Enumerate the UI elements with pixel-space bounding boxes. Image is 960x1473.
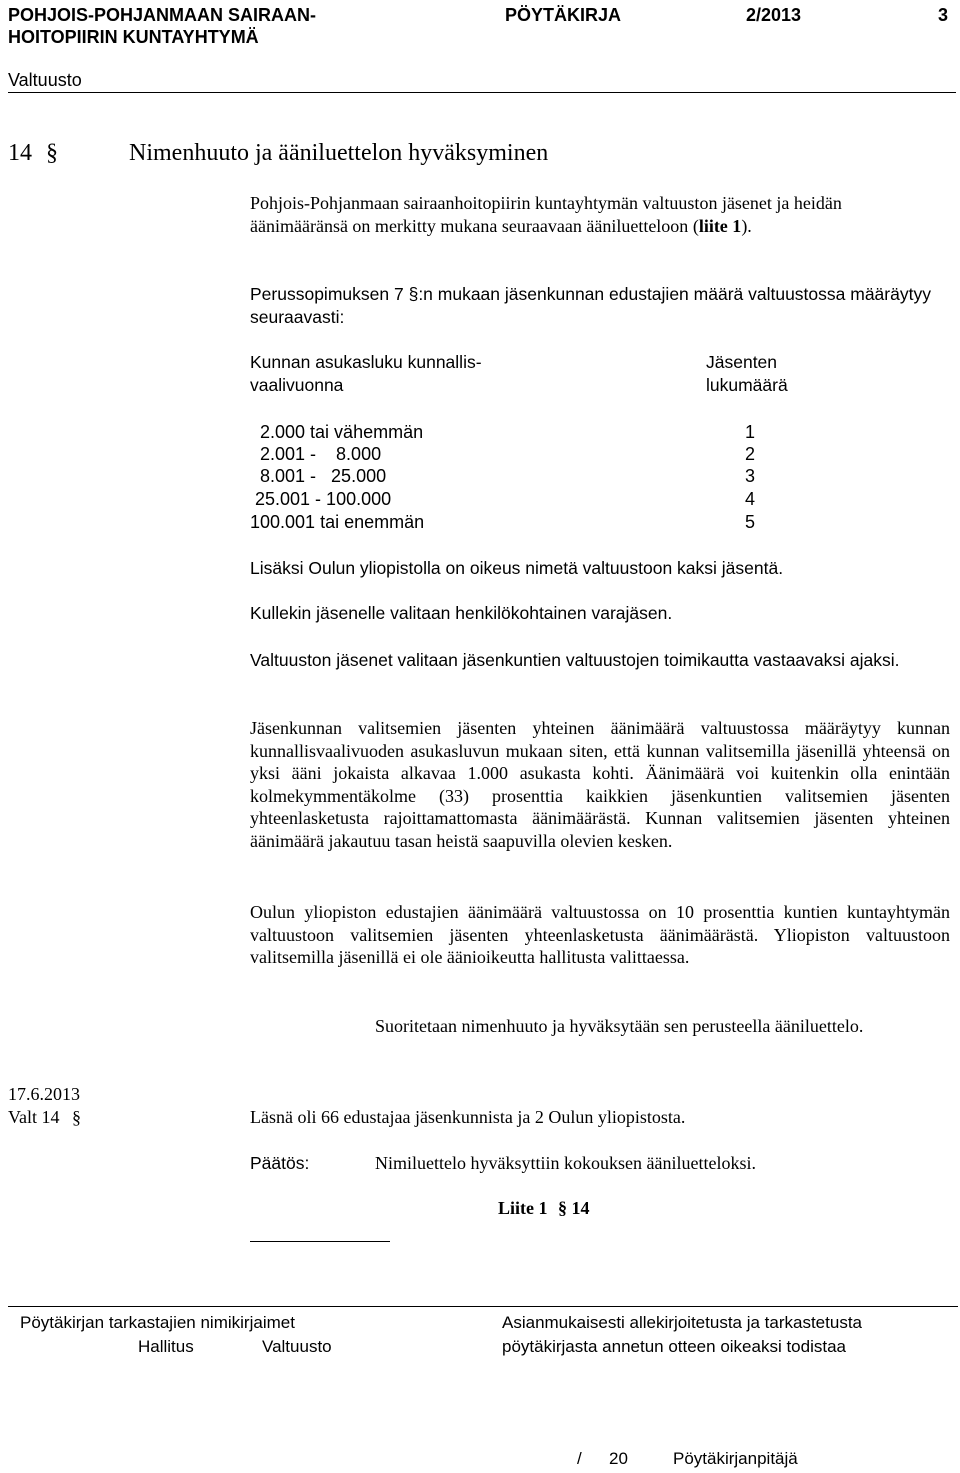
intro-text: Pohjois-Pohjanmaan sairaanhoitopiirin kuntayhtymän valtuuston jäsenet ja heidän äänimääränsä on merkitty mukana seuraavaan ääniluetteloon [250,193,842,236]
org-name-line2: HOITOPIIRIN KUNTAYHTYMÄ [8,27,259,47]
section-number-text: 14 [8,140,32,166]
row-range: 2.001 - 8.000 [250,444,382,464]
intro-paren-open: ( [692,215,699,236]
page-number: 3 [938,5,949,25]
attachment-label: Liite 1 [498,1198,548,1218]
table-row [250,421,423,443]
attachment-ref [498,1197,590,1219]
paragraph-university-seats: Lisäksi Oulun yliopistolla on oikeus nimetä valtuustoon kaksi jäsentä. [250,558,784,578]
decision-label: Päätös: [250,1153,310,1173]
col1-header-line2: vaalivuonna [250,375,344,395]
rule-symbol: § [408,284,419,304]
table-row [250,465,386,487]
footer-rule [8,1306,958,1307]
table-row [250,443,381,465]
footer-keeper: Pöytäkirjanpitäjä [673,1449,798,1468]
col1-header-line1: Kunnan asukasluku kunnallis- [250,352,482,372]
minutes-ref-text: Valt 14 [8,1107,60,1127]
footer-left-col1: Hallitus [138,1337,194,1356]
footer-right-line1: Asianmukaisesti allekirjoitetusta ja tarkastetusta [502,1313,862,1332]
header-rule [8,92,956,93]
proposal-paragraph: Suoritetaan nimenhuuto ja hyväksytään sen perusteella ääniluettelo. [375,1016,864,1036]
rule-prefix: Perussopimuksen 7 [250,284,404,304]
row-count: 5 [745,512,756,532]
row-count: 1 [745,422,756,442]
table-col2-header [706,351,788,397]
row-count: 2 [745,444,756,464]
decision-text: Nimiluettelo hyväksyttiin kokouksen ääniluetteloksi. [375,1153,756,1173]
doc-number: 2/2013 [746,5,802,25]
footer-left-col2: Valtuusto [262,1337,332,1356]
row-range: 2.000 tai vähemmän [250,422,424,442]
row-range: 8.001 - 25.000 [250,466,387,486]
row-count: 3 [745,466,756,486]
body-name: Valtuusto [8,70,82,90]
table-row [250,488,391,510]
paragraph-vote-count: Jäsenkunnan valitsemien jäsenten yhteinen äänimäärä valtuustossa määräytyy kunnan kunnallisvaalivuoden asukasluvun mukaan siten, että kunnan valitsemilla jäsenillä yhteensä on yksi ääni jokaista alkavaa 1.000 asukasta kohti. Äänimäärä voi kuitenkin olla enintään kolmekymmentäkolme (33) prosenttia kaikkien jäsenkuntien valitsemien jäsenten yhteenlasketusta rajoittamattomasta äänimäärästä. Kunnan valitsemien jäsenten yhteinen äänimäärä jakautuu tasan heistä saapuvilla olevien kesken. [250,718,950,851]
table-row [250,511,424,533]
signature-rule [250,1241,390,1242]
section-number [8,139,58,167]
footer-left-title: Pöytäkirjan tarkastajien nimikirjaimet [20,1313,295,1332]
paragraph-university-votes: Oulun yliopiston edustajien äänimäärä valtuustossa on 10 prosenttia kuntien kuntayhtymän valtuustoon valitsemien jäsenten yhteenlasketusta äänimäärästä. Yliopiston valtuustoon valitsemilla jäsenillä ei ole äänioikeutta hallitusta valittaessa. [250,902,950,967]
attachment-symbol: § [558,1198,567,1218]
minutes-ref [8,1106,81,1128]
minutes-ref-symbol: § [72,1107,81,1127]
rule-suffix: :n mukaan jäsenkunnan edustajien määrä valtuustossa määräytyy seuraavasti: [250,284,931,327]
section-symbol: § [46,140,58,166]
intro-paragraph [250,192,940,237]
attachment-number: 14 [571,1198,590,1218]
paragraph-deputies: Kullekin jäsenelle valitaan henkilökohtainen varajäsen. [250,603,673,623]
paragraph-term: Valtuuston jäsenet valitaan jäsenkuntien valtuustojen toimikautta vastaavaksi ajaksi. [250,650,900,670]
col2-header-line2: lukumäärä [706,375,788,395]
row-range: 25.001 - 100.000 [250,489,392,509]
intro-attachment-link: liite 1 [698,215,742,236]
row-range: 100.001 tai enemmän [250,512,425,532]
org-name-line1: POHJOIS-POHJANMAAN SAIRAAN- [8,5,317,25]
row-count: 4 [745,489,756,509]
meeting-date: 17.6.2013 [8,1084,80,1104]
rule-paragraph [250,283,950,328]
col2-header-line1: Jäsenten [706,352,778,372]
attendance: Läsnä oli 66 edustajaa jäsenkunnista ja 2 Oulun yliopistosta. [250,1107,686,1127]
footer-right-line2: pöytäkirjasta annetun otteen oikeaksi todistaa [502,1337,847,1356]
section-title: Nimenhuuto ja ääniluettelon hyväksyminen [129,140,549,166]
footer-year: 20 [609,1449,628,1468]
table-col1-header [250,351,482,397]
doc-type: PÖYTÄKIRJA [505,5,622,25]
footer-slash: / [577,1449,582,1468]
intro-paren-close: ). [741,215,752,236]
